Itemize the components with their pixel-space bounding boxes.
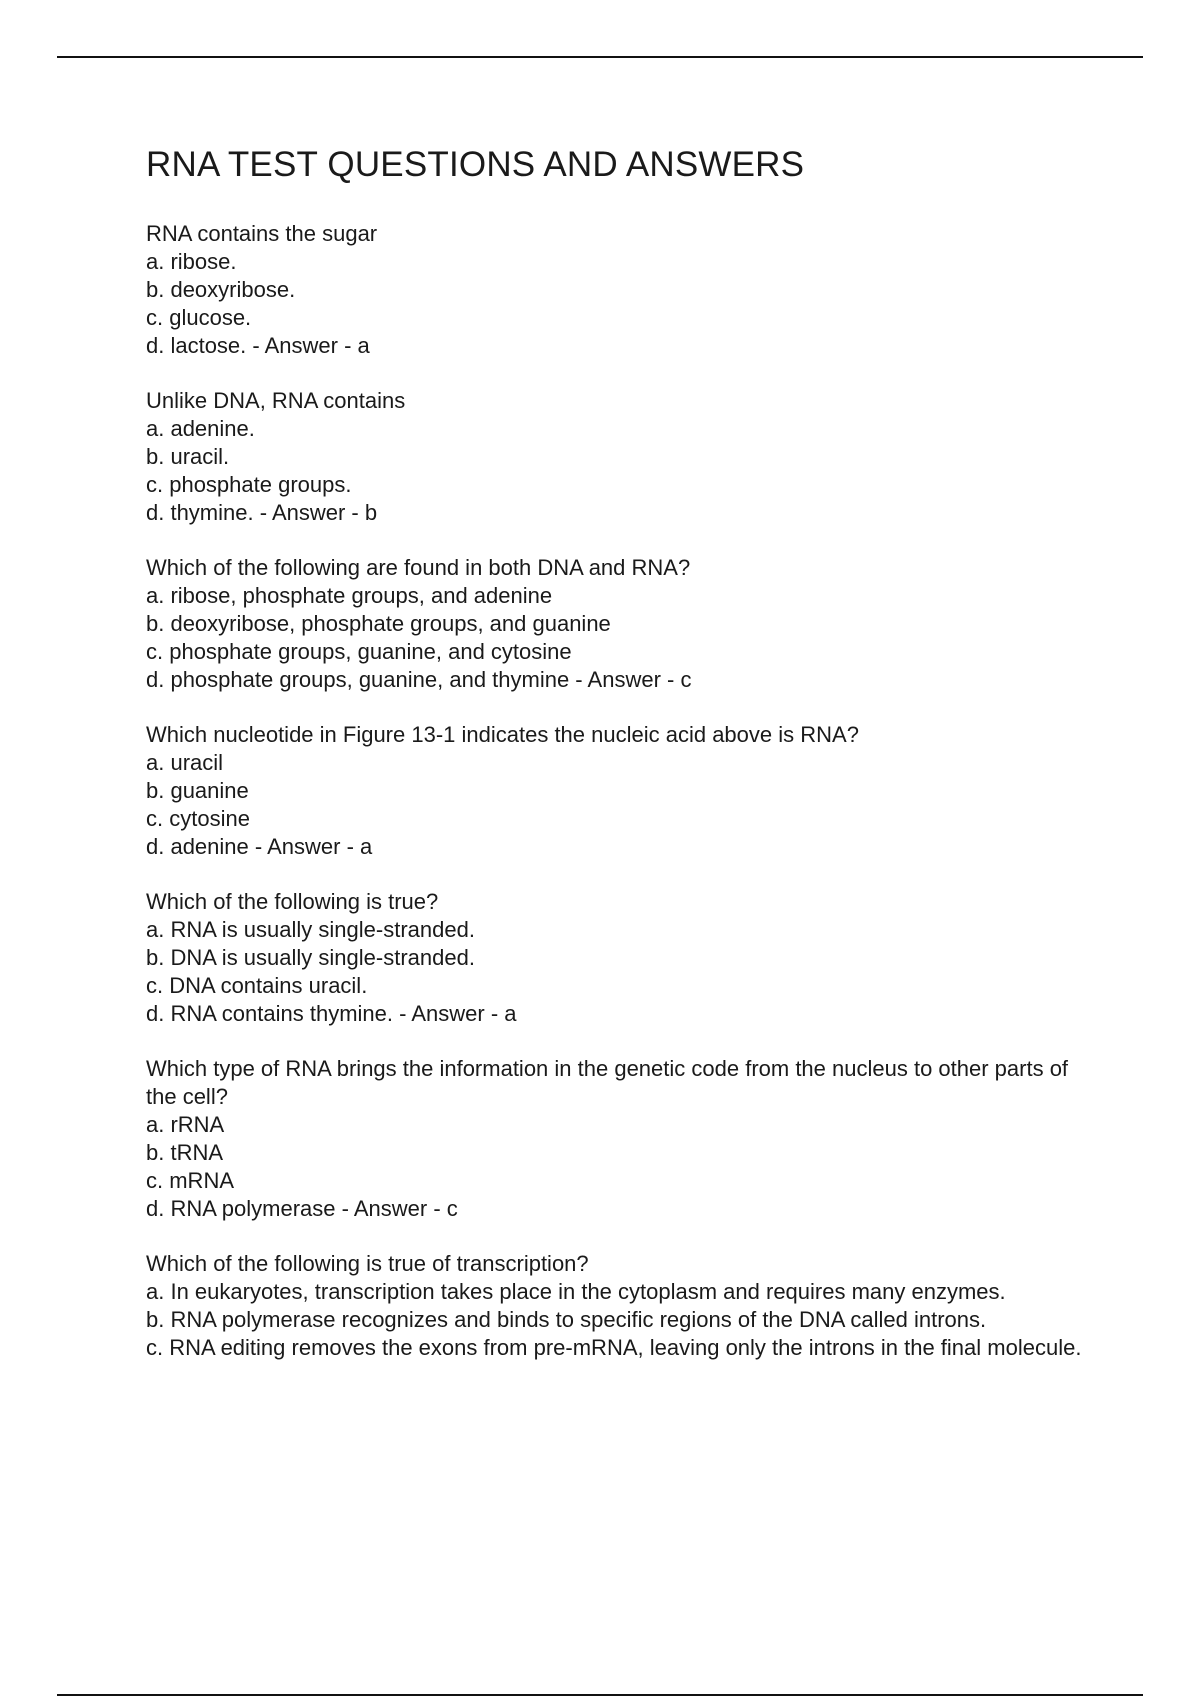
question-6	[146, 1055, 1086, 1223]
question-5	[146, 888, 1086, 1028]
option-line: c. cytosine	[146, 806, 250, 831]
option-line: a. RNA is usually single-stranded.	[146, 917, 475, 942]
question-1	[146, 220, 1086, 360]
option-line: a. uracil	[146, 750, 224, 775]
question-4	[146, 721, 1086, 861]
option-line: a. ribose.	[146, 249, 237, 274]
option-line: a. ribose, phosphate groups, and adenine	[146, 583, 553, 608]
option-line: b. deoxyribose.	[146, 277, 296, 302]
question-3	[146, 554, 1086, 694]
header-rule	[57, 56, 1143, 58]
option-line: b. DNA is usually single-stranded.	[146, 945, 475, 970]
option-line: b. deoxyribose, phosphate groups, and guanine	[146, 611, 611, 636]
option-line: d. RNA polymerase - Answer - c	[146, 1196, 458, 1221]
question-stem: Unlike DNA, RNA contains	[146, 388, 406, 413]
option-line: c. RNA editing removes the exons from pre-mRNA, leaving only the introns in the final molecule.	[146, 1335, 1082, 1360]
document-body	[146, 140, 1086, 1389]
question-stem: Which of the following are found in both DNA and RNA?	[146, 555, 691, 580]
question-stem: Which nucleotide in Figure 13-1 indicates the nucleic acid above is RNA?	[146, 722, 859, 747]
option-line: d. adenine - Answer - a	[146, 834, 373, 859]
option-line: c. DNA contains uracil.	[146, 973, 368, 998]
question-stem: Which of the following is true of transcription?	[146, 1251, 589, 1276]
option-line: c. glucose.	[146, 305, 252, 330]
question-2	[146, 387, 1086, 527]
question-stem: RNA contains the sugar	[146, 221, 378, 246]
option-line: c. phosphate groups, guanine, and cytosine	[146, 639, 572, 664]
question-stem: Which of the following is true?	[146, 889, 439, 914]
option-line: a. adenine.	[146, 416, 255, 441]
document-title: RNA TEST QUESTIONS AND ANSWERS	[146, 145, 805, 184]
question-7	[146, 1250, 1086, 1362]
option-line: a. In eukaryotes, transcription takes place in the cytoplasm and requires many enzymes.	[146, 1279, 1006, 1304]
option-line: d. phosphate groups, guanine, and thymine - Answer - c	[146, 667, 692, 692]
option-line: b. tRNA	[146, 1140, 224, 1165]
option-line: c. mRNA	[146, 1168, 234, 1193]
option-line: a. rRNA	[146, 1112, 225, 1137]
option-line: d. lactose. - Answer - a	[146, 333, 370, 358]
option-line: b. guanine	[146, 778, 249, 803]
option-line: b. RNA polymerase recognizes and binds to specific regions of the DNA called introns.	[146, 1307, 987, 1332]
option-line: c. phosphate groups.	[146, 472, 352, 497]
question-stem: Which type of RNA brings the information in the genetic code from the nucleus to other parts of the cell?	[146, 1056, 1069, 1109]
option-line: d. thymine. - Answer - b	[146, 500, 378, 525]
option-line: b. uracil.	[146, 444, 230, 469]
footer-rule	[57, 1694, 1143, 1696]
option-line: d. RNA contains thymine. - Answer - a	[146, 1001, 517, 1026]
